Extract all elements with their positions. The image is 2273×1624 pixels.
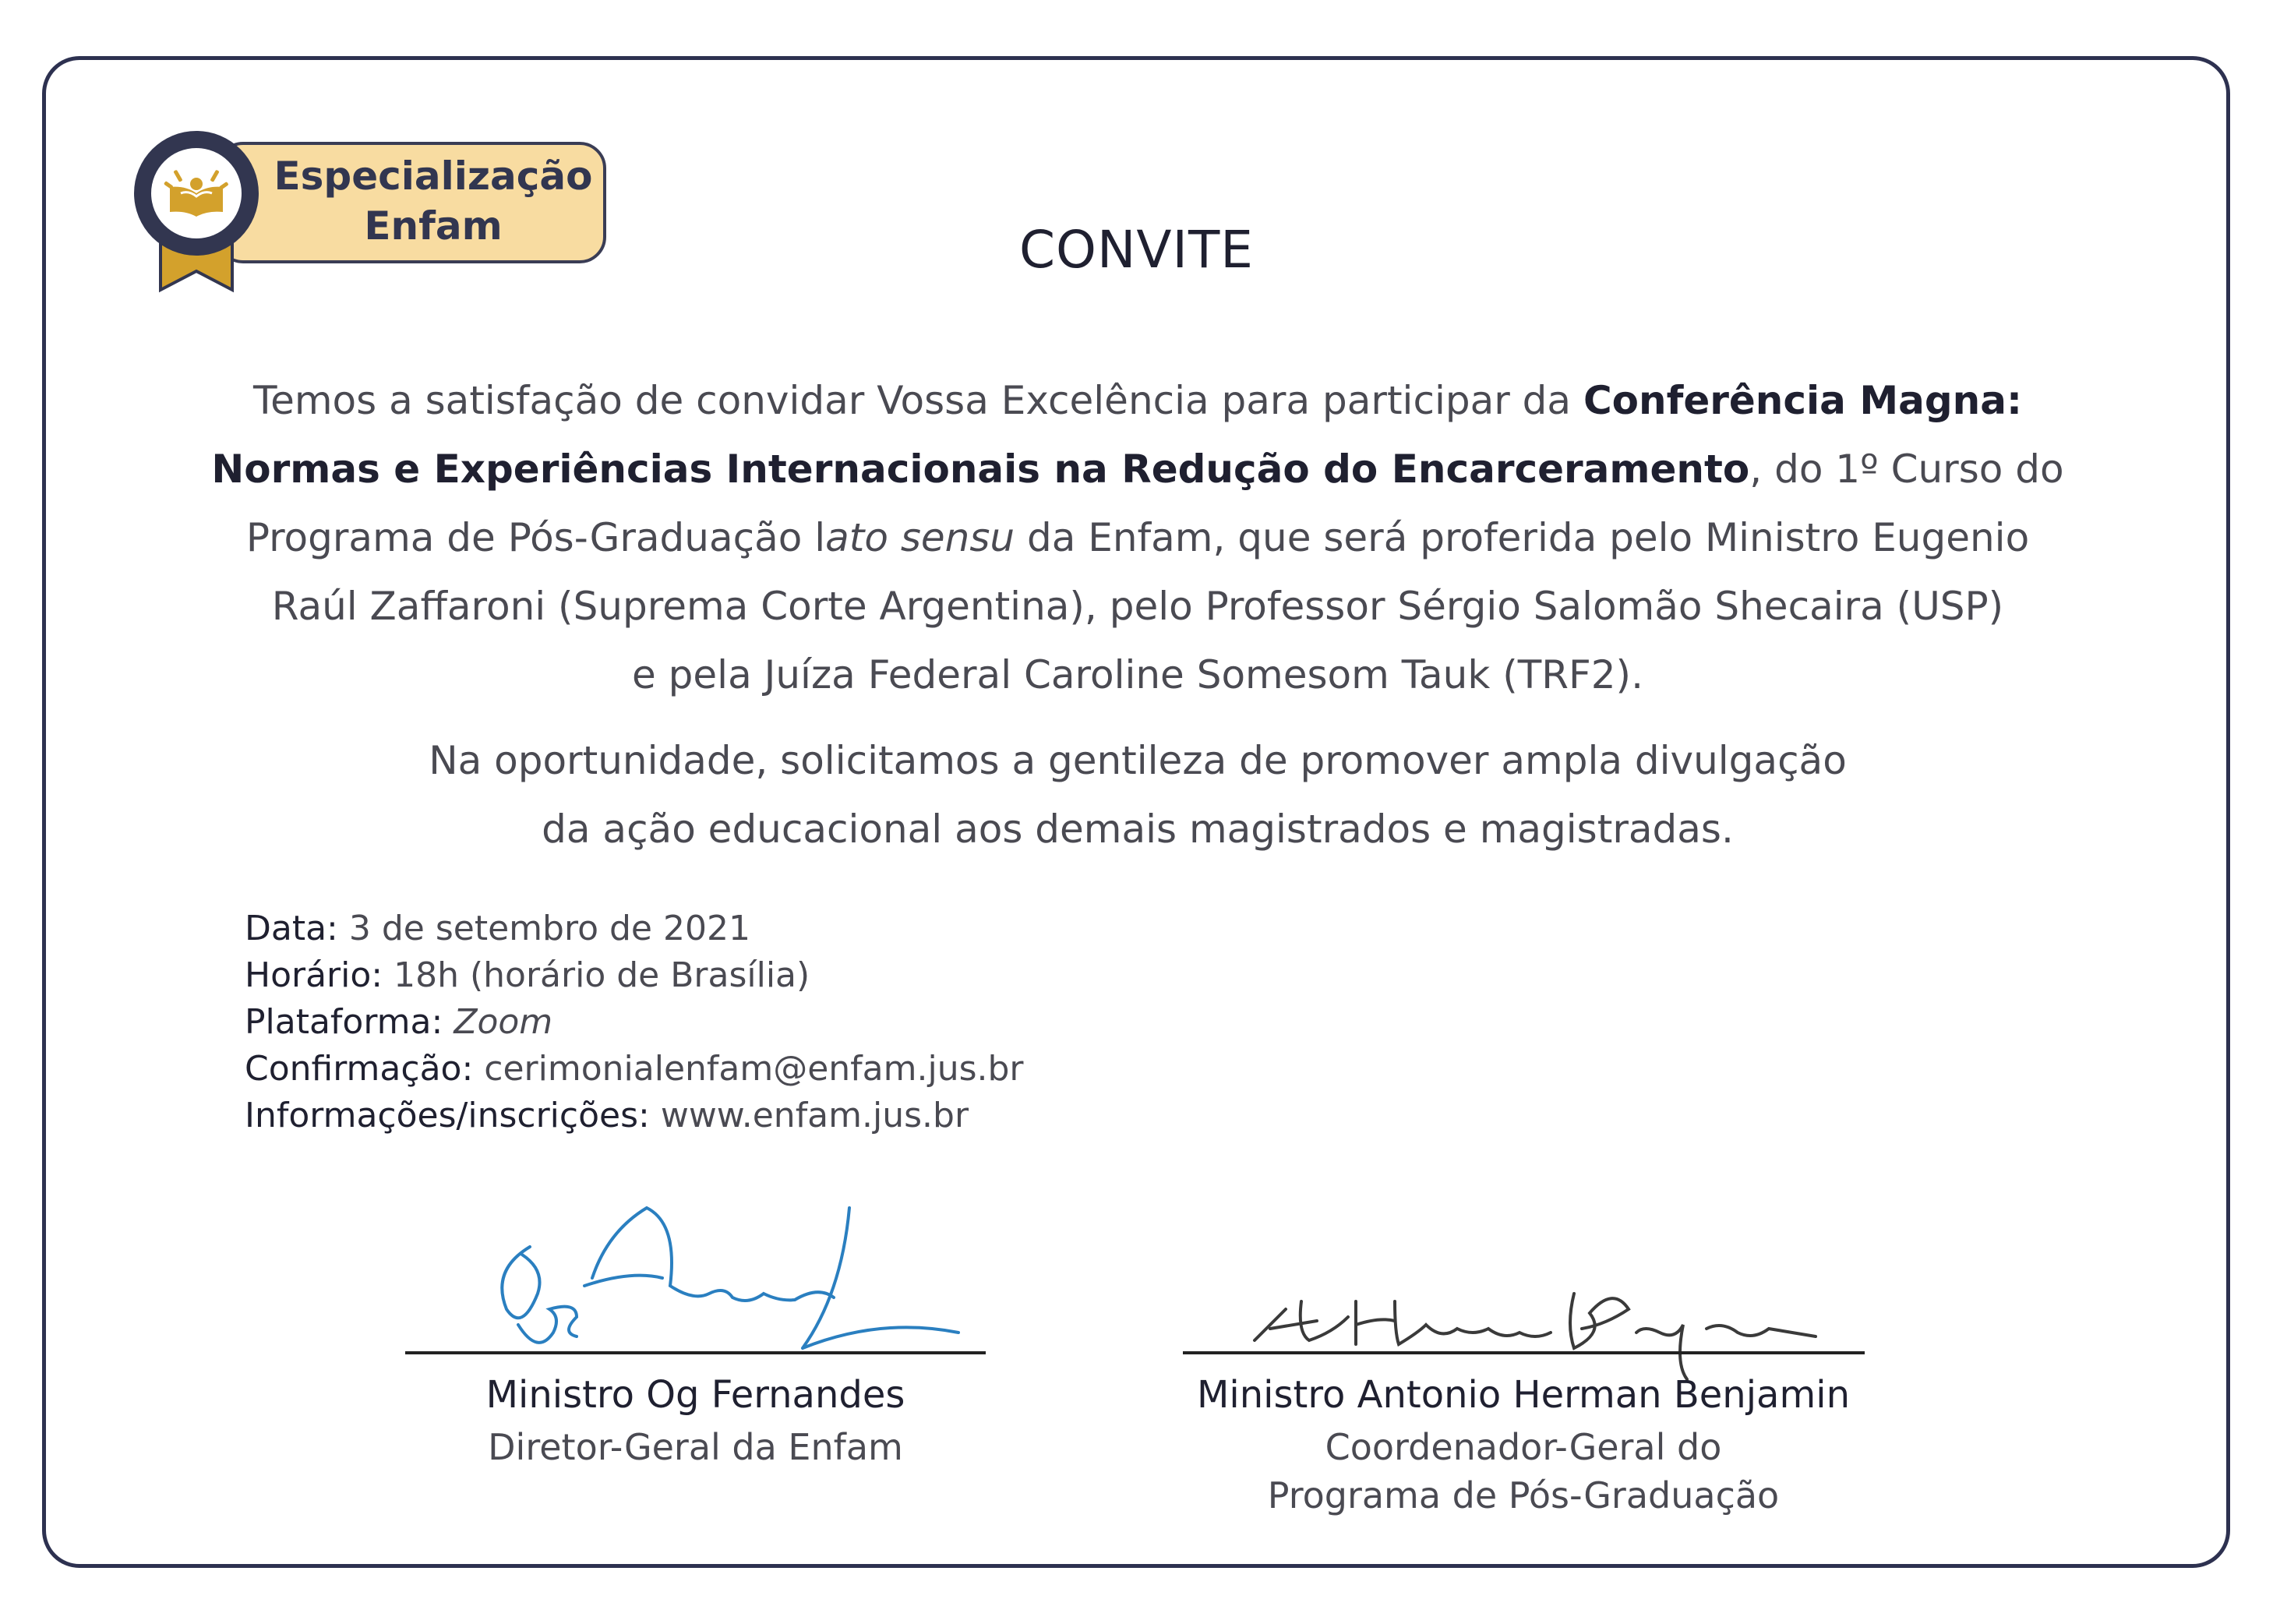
detail-date bbox=[245, 906, 1024, 952]
course-text: , do 1º Curso do Programa de Pós-Graduação bbox=[245, 447, 2064, 560]
detail-label: Plataforma: bbox=[245, 1002, 443, 1042]
lato-sensu: ato sensu bbox=[825, 515, 1015, 560]
speaker-text-a: da Enfam, que será proferida pelo Ministro Eugenio bbox=[1015, 515, 2030, 560]
detail-platform bbox=[245, 999, 1024, 1046]
detail-label: Informações/inscrições: bbox=[245, 1096, 650, 1135]
event-details bbox=[245, 906, 1024, 1139]
detail-confirmation bbox=[245, 1046, 1024, 1093]
intro-text: Temos a satisfação de convidar Vossa Excelência para participar da bbox=[253, 378, 1583, 423]
signature-line bbox=[405, 1351, 986, 1354]
request-text-a: Na oportunidade, solicitamos a gentileza de promover ampla divulgação bbox=[429, 738, 1847, 783]
lato-l: l bbox=[814, 515, 826, 560]
detail-time bbox=[245, 952, 1024, 999]
speaker-text-c: e pela Juíza Federal Caroline Somesom Tauk (TRF2). bbox=[632, 652, 1643, 697]
detail-label: Data: bbox=[245, 909, 338, 948]
detail-value: 18h (horário de Brasília) bbox=[394, 955, 810, 995]
detail-info bbox=[245, 1093, 1024, 1139]
detail-label: Horário: bbox=[245, 955, 383, 995]
speaker-text-b: Raúl Zaffaroni (Suprema Corte Argentina), pelo Professor Sérgio Salomão Shecaira (USP) bbox=[271, 584, 2004, 629]
invitation-paragraph bbox=[140, 366, 2135, 709]
signature-herman-benjamin bbox=[1239, 1255, 1847, 1387]
signatory-role: Diretor-Geral da Enfam bbox=[488, 1426, 903, 1468]
badge-line2: Enfam bbox=[364, 203, 503, 249]
signatory-role-line: Coordenador-Geral do bbox=[1325, 1426, 1722, 1468]
signatory-name: Ministro Og Fernandes bbox=[485, 1373, 905, 1417]
confirmation-email-link[interactable]: cerimonialenfam@enfam.jus.br bbox=[484, 1049, 1024, 1089]
event-title-b: Normas e Experiências Internacionais na Redução do Encarceramento bbox=[211, 447, 1750, 492]
signature-og-fernandes bbox=[475, 1200, 974, 1372]
signatory-role-line: Programa de Pós-Graduação bbox=[1267, 1474, 1780, 1516]
detail-value: Zoom bbox=[454, 1002, 553, 1042]
website-link[interactable]: www.enfam.jus.br bbox=[660, 1096, 969, 1135]
signature-line bbox=[1183, 1351, 1865, 1354]
detail-label: Confirmação: bbox=[245, 1049, 474, 1089]
request-paragraph bbox=[140, 726, 2135, 863]
page-title: CONVITE bbox=[1018, 220, 1255, 280]
signatory-role bbox=[1153, 1423, 1894, 1520]
badge-line1: Especialização bbox=[274, 154, 593, 199]
detail-value: 3 de setembro de 2021 bbox=[348, 909, 750, 948]
request-text-b: da ação educacional aos demais magistrados e magistradas. bbox=[542, 807, 1734, 852]
event-title-a: Conferência Magna: bbox=[1583, 378, 2022, 423]
signatory-name: Ministro Antonio Herman Benjamin bbox=[1197, 1373, 1850, 1417]
